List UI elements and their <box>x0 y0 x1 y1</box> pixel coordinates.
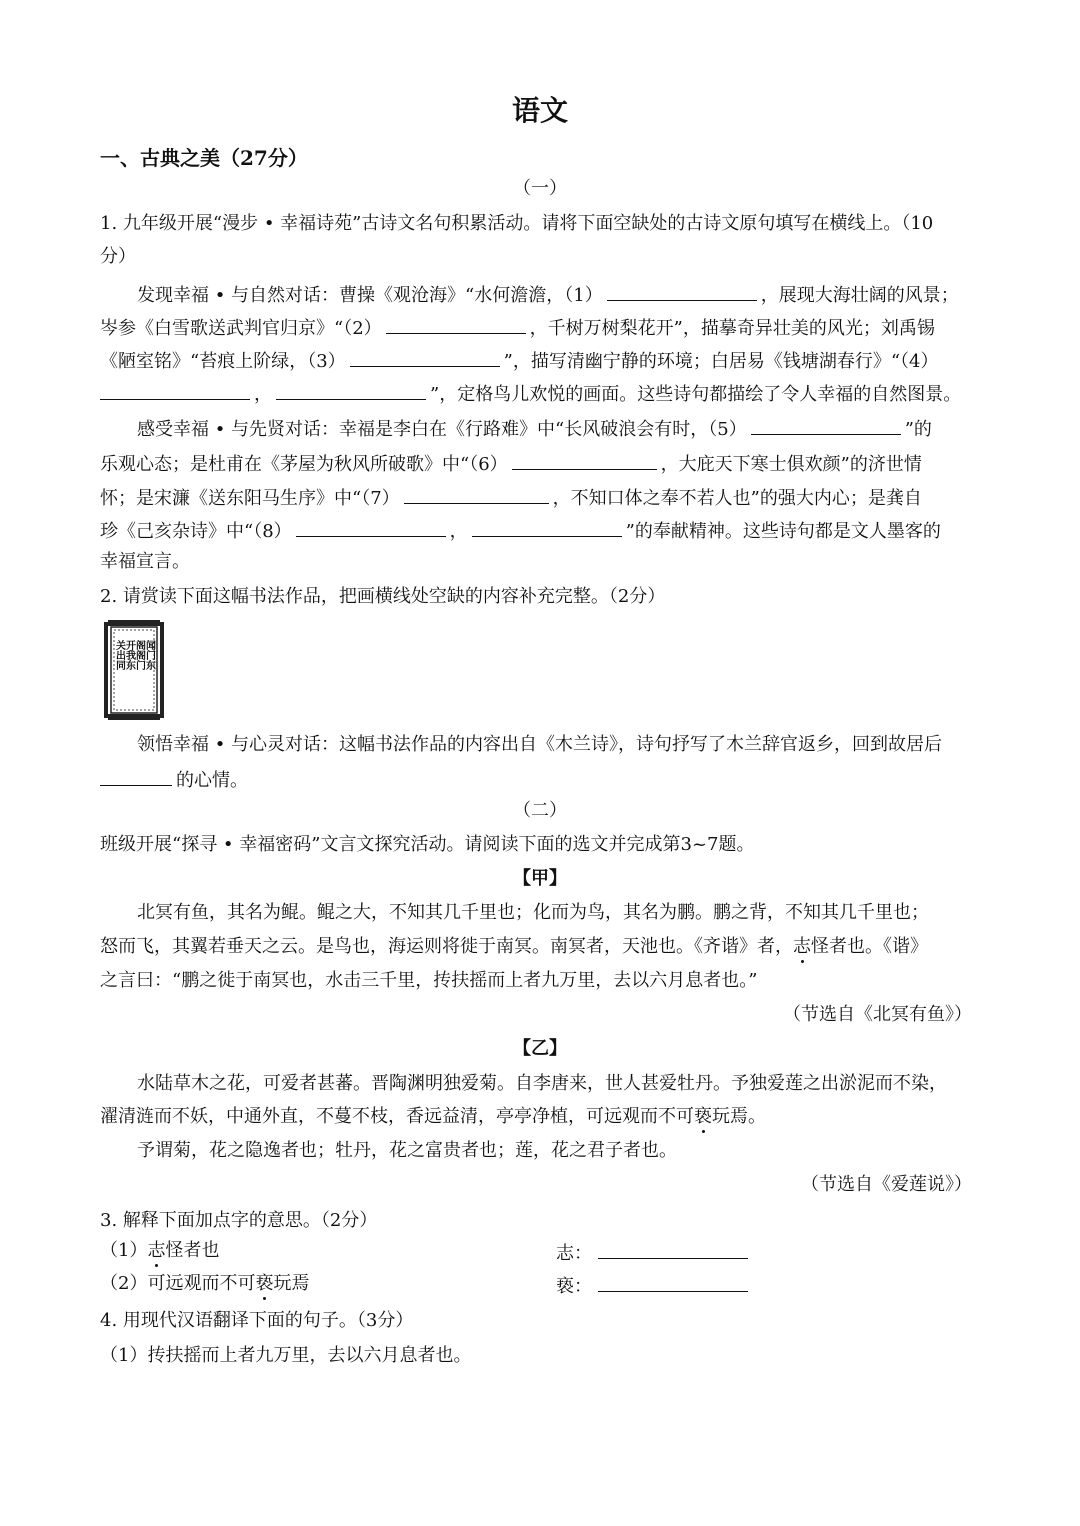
answer-blank[interactable] <box>276 381 426 400</box>
q1-text: ，千树万树梨花开”，描摹奇异壮美的风光；刘禹锡 <box>529 318 935 339</box>
q4-item-1: （1）抟扶摇而上者九万里，去以六月息者也。 <box>100 1345 472 1366</box>
answer-blank[interactable] <box>607 282 757 301</box>
part-marker-1: （一） <box>513 178 567 199</box>
q1-text: ”的 <box>904 419 932 440</box>
q3-item-1 <box>100 1240 219 1262</box>
q2-text: 的心情。 <box>176 770 248 791</box>
page-title: 语文 <box>511 94 568 127</box>
passage-text: 玩焉。 <box>712 1106 766 1127</box>
q4-intro: 4. 用现代汉语翻译下面的句子。（3分） <box>100 1310 414 1331</box>
q1-text: 岑参《白雪歌送武判官归京》“（2） <box>100 318 382 339</box>
answer-blank[interactable] <box>751 416 901 435</box>
calligraphy-scroll-image <box>103 620 165 720</box>
part2-intro: 班级开展“探寻 • 幸福密码”文言文探究活动。请阅读下面的选文并完成第3~7题。 <box>100 834 755 855</box>
passage-source: （节选自《北冥有鱼》） <box>783 1004 972 1025</box>
answer-blank[interactable] <box>512 451 657 470</box>
passage-yi-marker: 【乙】 <box>513 1038 567 1059</box>
q2-intro: 2. 请赏读下面这幅书法作品，把画横线处空缺的内容补充完整。（2分） <box>100 586 666 607</box>
q1-line <box>137 282 959 307</box>
q1-text: 乐观心态；是杜甫在《茅屋为秋风所破歌》中“（6） <box>100 454 508 475</box>
answer-blank[interactable] <box>296 518 446 537</box>
calligraphy-col: 关出同 <box>113 640 125 670</box>
q1-line: 幸福宣言。 <box>100 551 190 572</box>
passage-line: 水陆草木之花，可爱者甚蕃。晋陶渊明独爱菊。自李唐来，世人甚爱牡丹。予独爱莲之出淤泥而不染， <box>137 1073 947 1094</box>
section-heading: 一、古典之美（27分） <box>100 146 308 170</box>
passage-text: 怒而飞，其翼若垂天之云。是鸟也，海运则将徙于南冥。南冥者，天池也。《齐谐》者， <box>100 936 793 957</box>
q2-line <box>100 767 248 792</box>
answer-blank[interactable] <box>386 315 526 334</box>
q1-line <box>100 518 941 543</box>
q1-line <box>100 451 922 476</box>
answer-blank[interactable] <box>598 1273 748 1292</box>
q1-text: ”的奉献精神。这些诗句都是文人墨客的 <box>625 521 941 542</box>
dotted-char: 亵 <box>694 1106 712 1127</box>
q1-text: ， <box>254 384 272 405</box>
q3-text: （1） <box>100 1240 148 1261</box>
q1-text: ”，定格鸟儿欢悦的画面。这些诗句都描绘了令人幸福的自然图景。 <box>430 384 962 405</box>
q1-line <box>100 485 922 510</box>
part-marker-2: （二） <box>513 800 567 821</box>
calligraphy-col: 闻门东 <box>143 640 155 670</box>
dotted-char: 志 <box>147 1240 166 1261</box>
q1-line <box>137 416 932 441</box>
q1-text: ， <box>449 521 468 542</box>
answer-blank[interactable] <box>404 485 549 504</box>
q3-item-2 <box>100 1273 309 1295</box>
passage-jia-marker: 【甲】 <box>513 868 567 889</box>
q1-intro: 1. 九年级开展“漫步 • 幸福诗苑”古诗文名句积累活动。请将下面空缺处的古诗文原句填写在横线上。（10 <box>100 213 934 234</box>
answer-blank[interactable] <box>350 348 500 367</box>
passage-line: 北冥有鱼，其名为鲲。鲲之大，不知其几千里也；化而为鸟，其名为鹏。鹏之背，不知其几千里也； <box>137 902 929 923</box>
q3-text: 玩焉 <box>273 1273 310 1294</box>
q1-line <box>100 348 939 373</box>
passage-text: 濯清涟而不妖，中通外直，不蔓不枝，香远益清，亭亭净植，可远观而不可 <box>100 1106 694 1127</box>
calligraphy-col: 阁阁门 <box>133 640 145 670</box>
q3-text: 怪者也 <box>165 1240 220 1261</box>
q3-answer-1 <box>556 1240 748 1265</box>
calligraphy-col: 开我东 <box>123 640 135 670</box>
q1-text: 发现幸福 • 与自然对话：曹操《观沧海》“水何澹澹，（1） <box>137 285 603 306</box>
q1-intro-tail: 分） <box>100 246 136 267</box>
q1-text: ，大庇天下寒士俱欢颜”的济世情 <box>660 454 922 475</box>
answer-blank[interactable] <box>598 1240 748 1259</box>
q1-text: 感受幸福 • 与先贤对话：幸福是李白在《行路难》中“长风破浪会有时，（5） <box>137 419 747 440</box>
answer-blank[interactable] <box>472 518 622 537</box>
q1-line <box>100 315 935 340</box>
q3-answer-2 <box>556 1273 748 1298</box>
q1-text: 《陋室铭》“苔痕上阶绿，（3） <box>100 351 346 372</box>
q3-text: （2）可远观而不可 <box>100 1273 256 1294</box>
q3-label: 亵： <box>556 1276 592 1297</box>
q1-text: ，不知口体之奉不若人也”的强大内心；是龚自 <box>552 488 922 509</box>
q1-text: 珍《己亥杂诗》中“（8） <box>100 521 292 542</box>
q3-intro: 3. 解释下面加点字的意思。（2分） <box>100 1210 378 1231</box>
passage-line <box>100 936 928 958</box>
q2-line: 领悟幸福 • 与心灵对话：这幅书法作品的内容出自《木兰诗》，诗句抒写了木兰辞官返乡，回到故居后 <box>137 734 943 755</box>
dotted-char: 亵 <box>255 1273 274 1294</box>
q1-line <box>100 381 961 406</box>
dotted-char: 志 <box>793 936 811 957</box>
answer-blank[interactable] <box>100 767 172 786</box>
passage-source: （节选自《爱莲说》） <box>801 1174 972 1195</box>
passage-line <box>100 1106 766 1128</box>
q1-text: ，展现大海壮阔的风景； <box>760 285 959 306</box>
passage-line: 之言曰：“鹏之徙于南冥也，水击三千里，抟扶摇而上者九万里，去以六月息者也。” <box>100 970 758 991</box>
answer-blank[interactable] <box>100 381 250 400</box>
q1-text: ”，描写清幽宁静的环境；白居易《钱塘湖春行》“（4） <box>503 351 939 372</box>
q1-text: 怀；是宋濂《送东阳马生序》中“（7） <box>100 488 400 509</box>
passage-line: 予谓菊，花之隐逸者也；牡丹，花之富贵者也；莲，花之君子者也。 <box>137 1140 677 1161</box>
passage-text: 怪者也。《谐》 <box>811 936 928 957</box>
q3-label: 志： <box>556 1243 592 1264</box>
